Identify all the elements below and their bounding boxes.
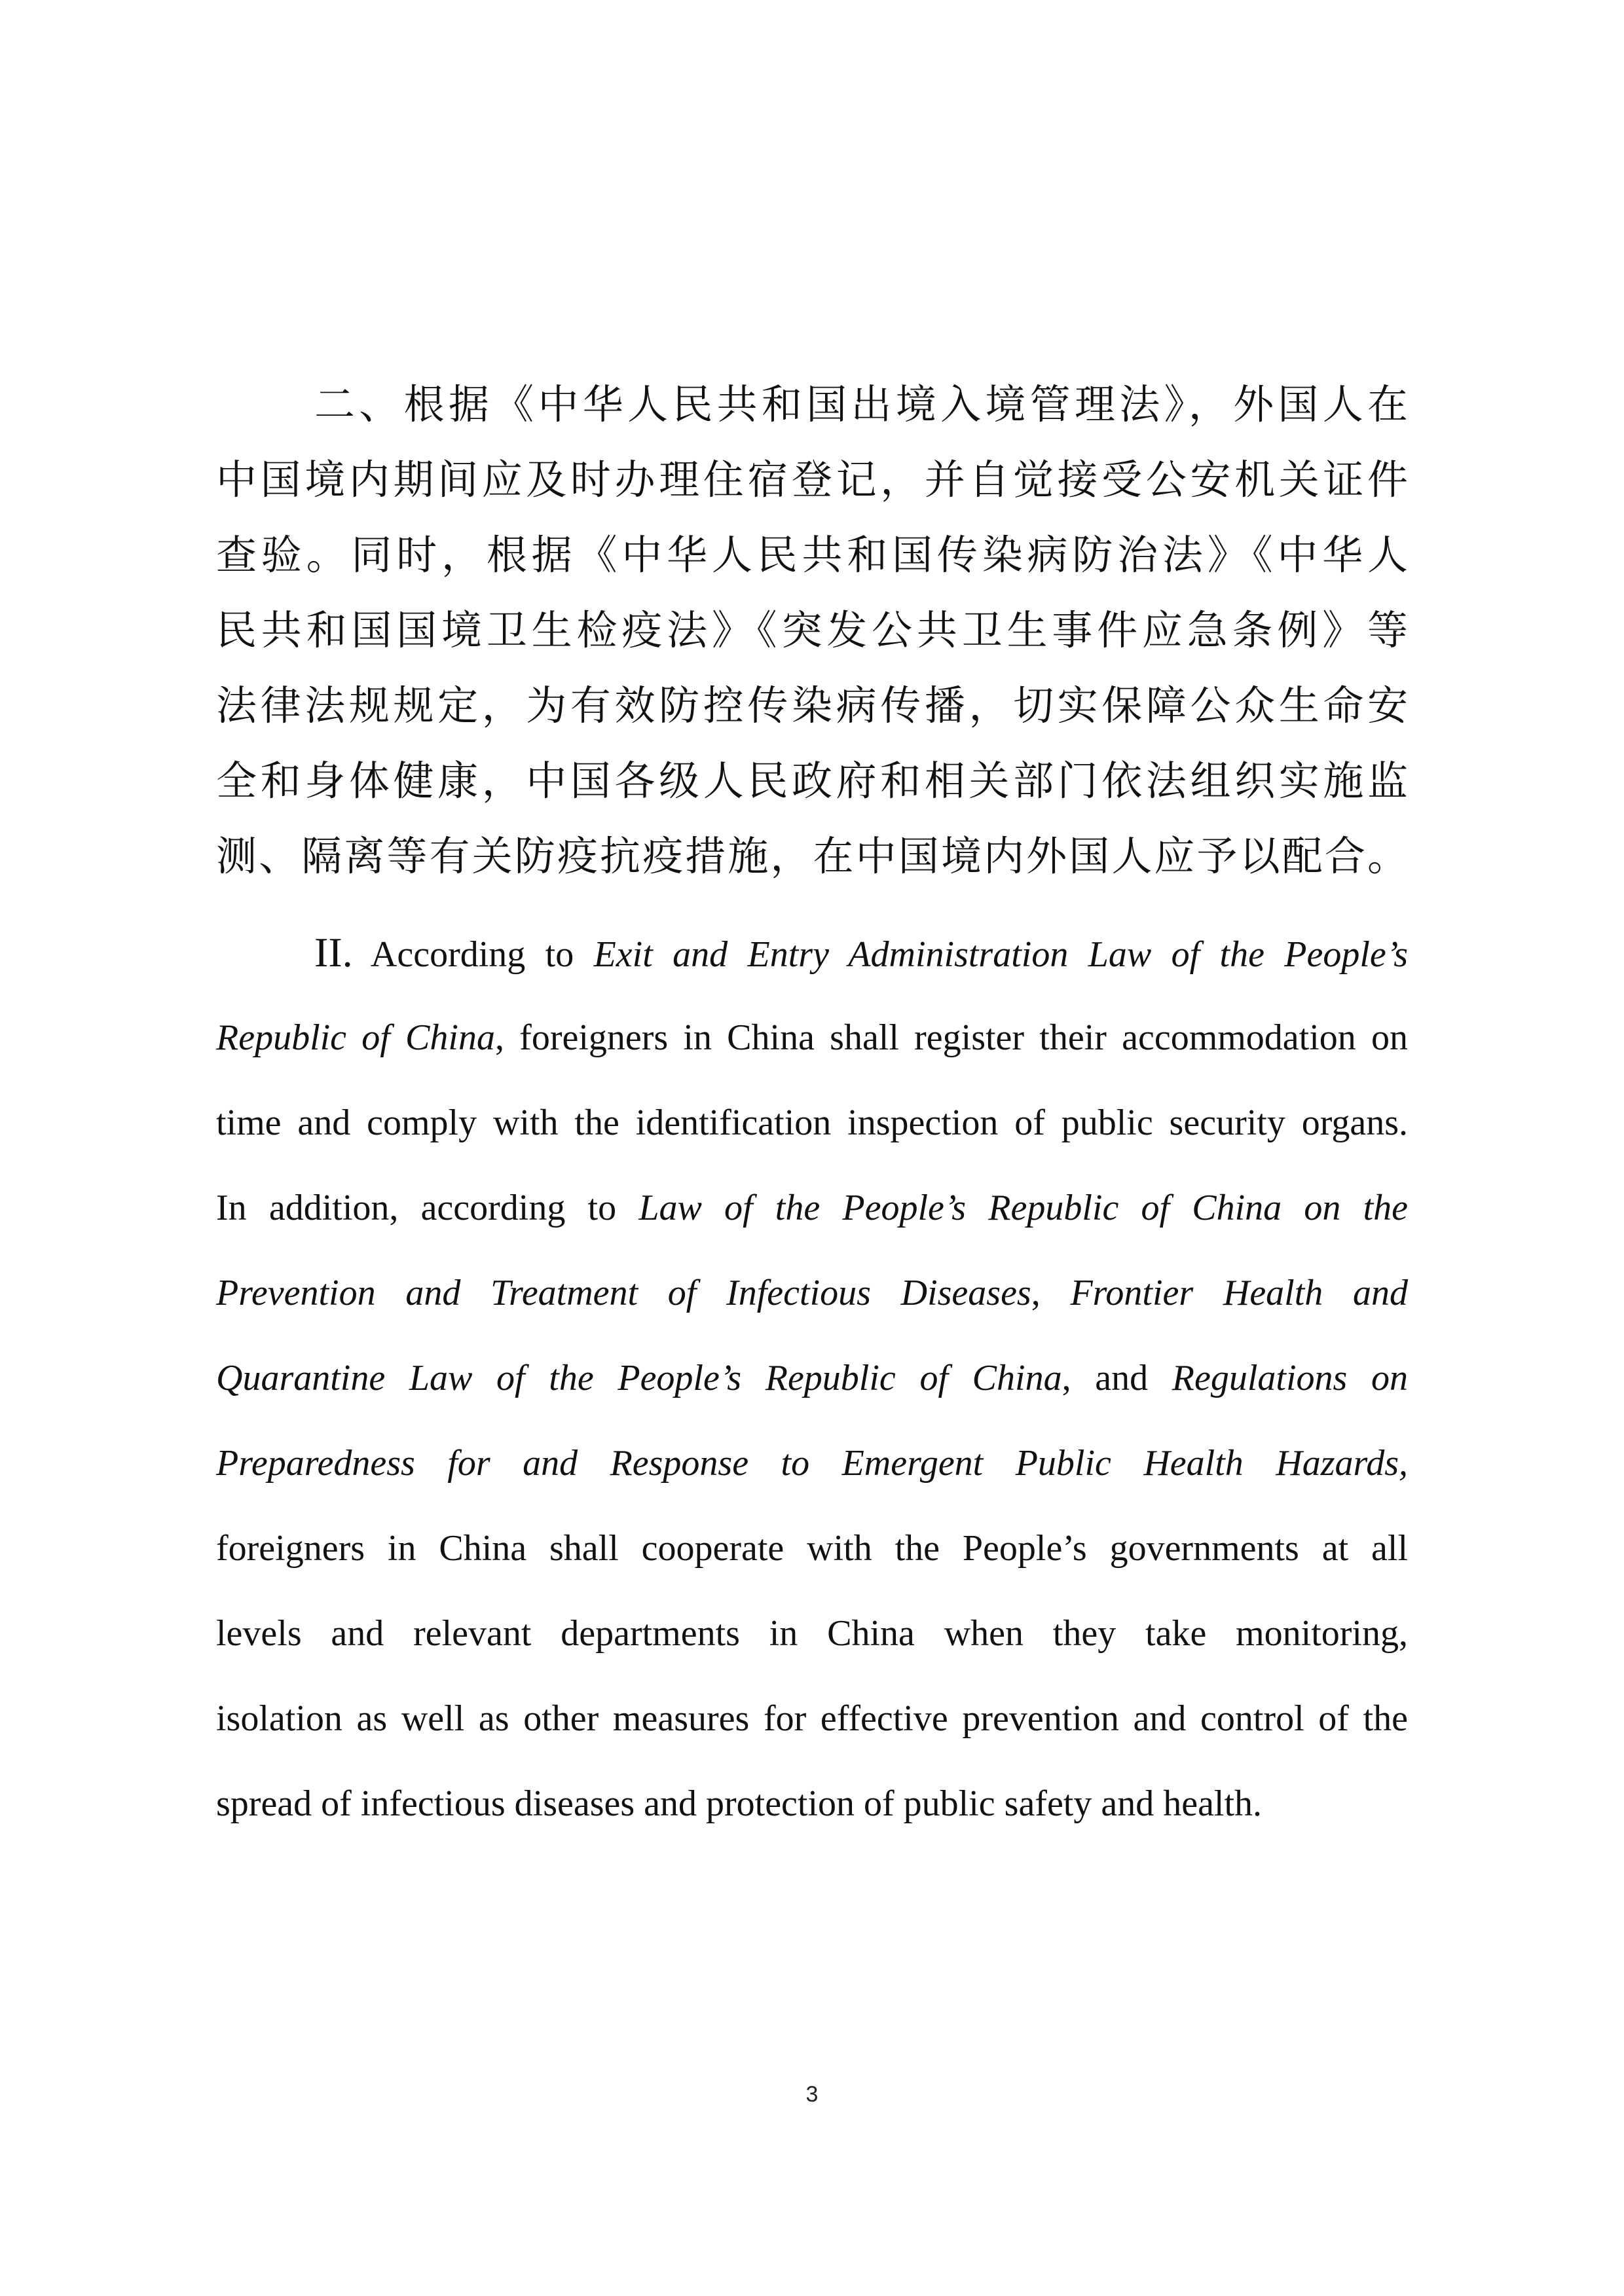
law-title: Exit and Entry Administration Law of the People’s xyxy=(593,934,1409,975)
en-text: , foreigners in China shall register their accommodation on xyxy=(494,1017,1408,1058)
en-text: isolation as well as other measures for effective prevention and control of the xyxy=(216,1698,1408,1739)
chinese-paragraph xyxy=(216,367,1408,894)
en-text: In addition, according to xyxy=(216,1188,639,1228)
law-title: Prevention and Treatment of Infectious Diseases xyxy=(216,1273,1031,1313)
zh-line: 民共和国国境卫生检疫法》《突发公共卫生事件应急条例》等 xyxy=(216,606,1408,654)
en-line xyxy=(216,1165,1408,1250)
zh-line: 查验。同时，根据《中华人民共和国传染病防治法》《中华人 xyxy=(216,531,1408,579)
en-text: foreigners in China shall cooperate with the People’s governments at all xyxy=(216,1528,1408,1569)
en-text: , and xyxy=(1061,1358,1172,1398)
zh-line: 中国境内期间应及时办理住宿登记，并自觉接受公安机关证件 xyxy=(216,456,1408,503)
en-text: According to xyxy=(352,934,594,975)
law-title: Regulations on xyxy=(1172,1358,1408,1398)
zh-line: 全和身体健康，中国各级人民政府和相关部门依法组织实施监 xyxy=(216,757,1408,805)
en-text: levels and relevant departments in China when they take monitoring, xyxy=(216,1613,1408,1654)
law-title: Law of the People’s Republic of China on the xyxy=(638,1188,1408,1228)
page-number: 3 xyxy=(805,2082,819,2107)
en-text: time and comply with the identification inspection of public security organs. xyxy=(216,1102,1408,1143)
zh-line: 二、根据《中华人民共和国出境入境管理法》，外国人在 xyxy=(314,380,1408,428)
en-line xyxy=(216,1591,1408,1676)
section-numeral: II. xyxy=(314,929,353,975)
en-line xyxy=(216,1506,1408,1591)
en-line xyxy=(216,1250,1408,1336)
en-line xyxy=(216,910,1408,995)
en-line xyxy=(216,1080,1408,1165)
english-paragraph xyxy=(216,910,1408,1846)
en-text: , xyxy=(1031,1273,1071,1313)
en-line xyxy=(216,1421,1408,1506)
zh-line: 法律法规规定，为有效防控传染病传播，切实保障公众生命安 xyxy=(216,682,1408,729)
law-title: Preparedness for and Response to Emergent Public Health Hazards, xyxy=(216,1443,1408,1484)
law-title: Republic of China xyxy=(216,1017,495,1058)
en-line xyxy=(216,1336,1408,1421)
en-line xyxy=(216,1676,1408,1761)
en-line xyxy=(216,1761,1408,1846)
law-title: Frontier Health and xyxy=(1070,1273,1409,1313)
zh-line: 测、隔离等有关防疫抗疫措施，在中国境内外国人应予以配合。 xyxy=(216,832,1408,880)
law-title: Quarantine Law of the People’s Republic of China xyxy=(216,1358,1062,1398)
en-line xyxy=(216,995,1408,1080)
en-text: spread of infectious diseases and protection of public safety and health. xyxy=(216,1783,1263,1824)
